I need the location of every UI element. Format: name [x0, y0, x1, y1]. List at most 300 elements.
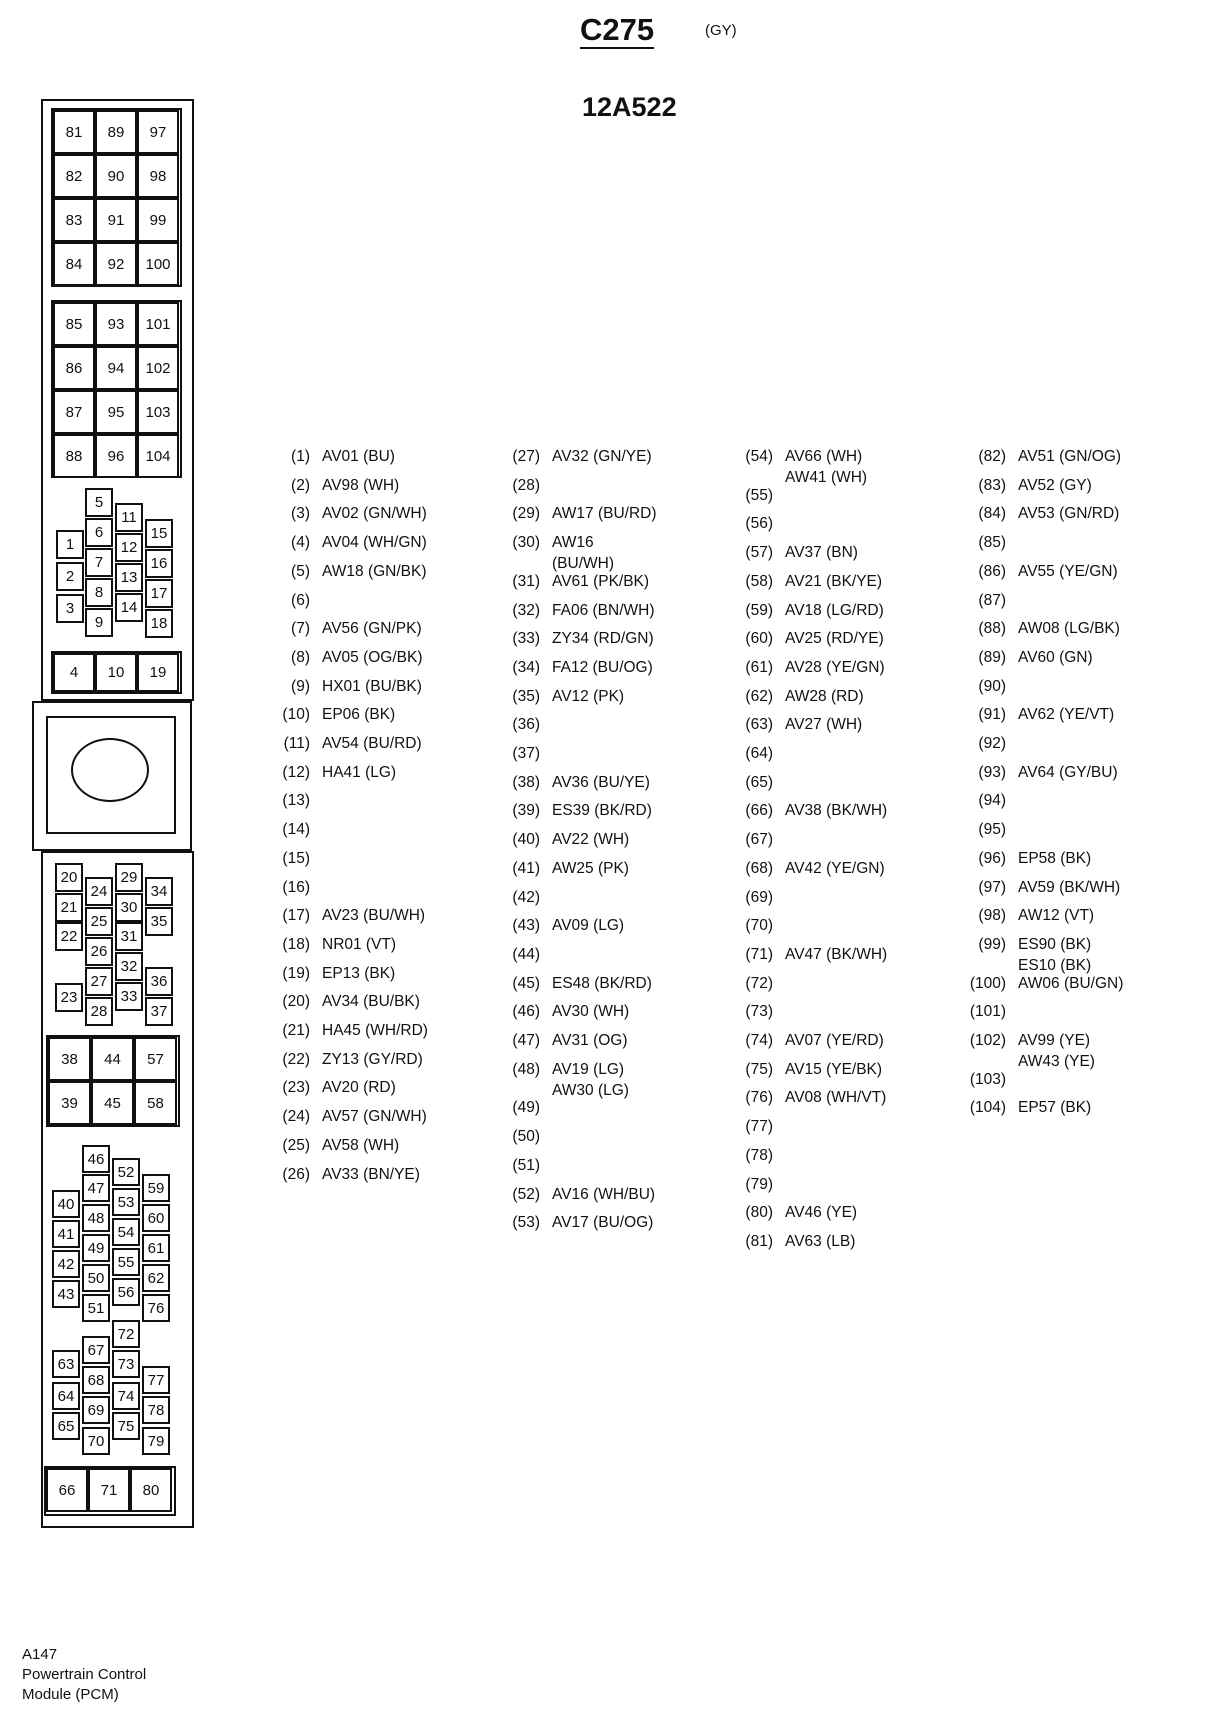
cavity-3: 3 — [56, 594, 84, 623]
cavity-9: 9 — [85, 608, 113, 637]
cavity-102: 102 — [137, 346, 179, 390]
wire-code: AV55 (YE/GN) — [1018, 562, 1118, 580]
pin-number: (43) — [512, 917, 540, 935]
pin-number: (35) — [512, 687, 540, 705]
wire-code: AV61 (PK/BK) — [552, 572, 650, 590]
cavity-63: 63 — [52, 1350, 80, 1378]
cavity-45: 45 — [91, 1081, 134, 1125]
cavity-96: 96 — [95, 434, 137, 478]
cavity-27: 27 — [85, 967, 113, 996]
pin-row — [733, 688, 864, 706]
pin-number: (74) — [745, 1032, 773, 1049]
cavity-54: 54 — [112, 1218, 140, 1246]
cavity-72: 72 — [112, 1320, 140, 1348]
pin-row — [966, 936, 1091, 975]
cavity-5: 5 — [85, 488, 113, 517]
pin-row — [966, 592, 1006, 610]
cavity-64: 64 — [52, 1382, 80, 1410]
pin-number: (49) — [512, 1099, 540, 1117]
pin-number: (70) — [745, 917, 773, 935]
cavity-91: 91 — [95, 198, 137, 242]
pin-number: (39) — [512, 802, 540, 820]
pin-row — [500, 1032, 628, 1050]
pin-row — [733, 1003, 773, 1021]
pin-number: (30) — [512, 534, 540, 552]
pin-number: (100) — [969, 974, 1006, 992]
pin-row — [500, 917, 624, 935]
pin-row — [270, 1137, 399, 1155]
pin-number: (9) — [291, 677, 310, 695]
wire-code: AV42 (YE/GN) — [785, 859, 885, 877]
pin-row — [500, 477, 540, 495]
component-name-line2: Module (PCM) — [22, 1686, 119, 1703]
wire-code: AV56 (GN/PK) — [322, 620, 422, 638]
wire-code: AV62 (YE/VT) — [1018, 706, 1115, 724]
cavity-66: 66 — [46, 1468, 88, 1512]
pin-row — [733, 802, 887, 820]
pin-row — [500, 505, 657, 523]
pin-number: (32) — [512, 601, 540, 619]
pin-number: (31) — [512, 572, 540, 590]
pin-row — [270, 678, 422, 696]
pin-row — [270, 993, 420, 1011]
pin-number: (75) — [745, 1060, 773, 1078]
cavity-67: 67 — [82, 1336, 110, 1364]
component-name-line1: Powertrain Control — [22, 1666, 147, 1683]
wire-code: FA12 (BU/OG) — [552, 658, 653, 676]
wire-code: AV52 (GY) — [1018, 476, 1092, 494]
pin-number: (26) — [282, 1165, 310, 1183]
pin-row — [733, 1118, 773, 1136]
cavity-49: 49 — [82, 1234, 110, 1262]
cavity-17: 17 — [145, 579, 173, 608]
wire-code-secondary: ES10 (BK) — [1018, 956, 1092, 974]
cavity-8: 8 — [85, 578, 113, 607]
pin-row — [733, 1061, 882, 1079]
pin-row — [270, 1166, 420, 1184]
pin-row — [270, 1108, 427, 1126]
pin-row — [500, 1214, 653, 1232]
pin-number: (51) — [512, 1156, 540, 1174]
pin-number: (12) — [282, 763, 310, 781]
pin-number: (42) — [512, 888, 540, 906]
cavity-90: 90 — [95, 154, 137, 198]
cavity-37: 37 — [145, 997, 173, 1026]
cavity-38: 38 — [48, 1037, 91, 1081]
cavity-60: 60 — [142, 1204, 170, 1232]
pin-number: (54) — [745, 448, 773, 465]
pin-number: (10) — [282, 706, 310, 724]
pin-number: (97) — [978, 878, 1006, 896]
cavity-87: 87 — [53, 390, 95, 434]
pin-row — [270, 792, 310, 810]
pin-number: (53) — [512, 1214, 540, 1232]
cavity-79: 79 — [142, 1427, 170, 1455]
pin-row — [270, 620, 422, 638]
pin-number: (72) — [745, 974, 773, 992]
wire-code: AV64 (GY/BU) — [1018, 763, 1118, 781]
connector-color: (GY) — [705, 22, 737, 39]
cavity-29: 29 — [115, 863, 143, 892]
cavity-62: 62 — [142, 1264, 170, 1292]
cavity-44: 44 — [91, 1037, 134, 1081]
pin-row — [500, 831, 629, 849]
pin-number: (67) — [745, 831, 773, 849]
wire-code: AV98 (WH) — [322, 476, 400, 494]
pin-row — [500, 1003, 629, 1021]
pin-number: (99) — [978, 935, 1006, 953]
cavity-43: 43 — [52, 1280, 80, 1308]
cavity-41: 41 — [52, 1220, 80, 1248]
wire-code: AV32 (GN/YE) — [552, 448, 652, 465]
wire-code: AV34 (BU/BK) — [322, 993, 420, 1011]
wire-code: AW08 (LG/BK) — [1018, 620, 1120, 638]
pin-row — [270, 477, 399, 495]
pin-row — [270, 1079, 396, 1097]
pin-row — [966, 448, 1121, 466]
wire-code: AV09 (LG) — [552, 917, 625, 935]
wire-code: ZY13 (GY/RD) — [322, 1050, 423, 1068]
cavity-52: 52 — [112, 1158, 140, 1186]
pin-number: (15) — [282, 849, 310, 867]
pin-row — [733, 1032, 884, 1050]
pin-number: (93) — [978, 763, 1006, 781]
pin-number: (76) — [745, 1089, 773, 1107]
pin-row — [966, 1003, 1006, 1021]
pin-number: (90) — [978, 677, 1006, 695]
pin-row — [500, 448, 652, 466]
cavity-55: 55 — [112, 1248, 140, 1276]
cavity-16: 16 — [145, 549, 173, 578]
pin-row — [733, 1204, 857, 1222]
pin-number: (87) — [978, 591, 1006, 609]
cavity-57: 57 — [134, 1037, 177, 1081]
wire-code: AW28 (RD) — [785, 687, 864, 705]
wire-code: AV63 (LB) — [785, 1232, 856, 1250]
wire-code: AV30 (WH) — [552, 1003, 630, 1021]
wire-code: AV08 (WH/VT) — [785, 1089, 887, 1107]
cavity-70: 70 — [82, 1427, 110, 1455]
pin-number: (23) — [282, 1079, 310, 1097]
cavity-97: 97 — [137, 110, 179, 154]
cavity-61: 61 — [142, 1234, 170, 1262]
cavity-35: 35 — [145, 907, 173, 936]
wire-code: EP06 (BK) — [322, 706, 396, 724]
wire-code: AV22 (WH) — [552, 831, 630, 849]
pin-row — [500, 802, 652, 820]
pin-row — [500, 1128, 540, 1146]
wire-code: AV47 (BK/WH) — [785, 945, 888, 963]
pin-number: (60) — [745, 630, 773, 648]
cavity-99: 99 — [137, 198, 179, 242]
cavity-24: 24 — [85, 877, 113, 906]
pin-number: (24) — [282, 1108, 310, 1126]
pin-row — [966, 477, 1092, 495]
cavity-103: 103 — [137, 390, 179, 434]
pin-row — [500, 1157, 540, 1175]
pin-row — [966, 907, 1094, 925]
pin-number: (59) — [745, 601, 773, 619]
pin-number: (41) — [512, 859, 540, 877]
pin-row — [966, 764, 1118, 782]
pin-row — [733, 602, 884, 620]
pin-row — [733, 515, 773, 533]
cavity-13: 13 — [115, 563, 143, 592]
pin-number: (29) — [512, 505, 540, 523]
cavity-47: 47 — [82, 1174, 110, 1202]
cavity-7: 7 — [85, 548, 113, 577]
pin-number: (34) — [512, 658, 540, 676]
pin-number: (91) — [978, 706, 1006, 724]
pin-number: (71) — [745, 945, 773, 963]
pin-row — [270, 936, 396, 954]
wire-code: AV60 (GN) — [1018, 648, 1093, 666]
cavity-20: 20 — [55, 863, 83, 892]
pin-row — [733, 1147, 773, 1165]
pin-row — [270, 505, 427, 523]
cavity-85: 85 — [53, 302, 95, 346]
pin-row — [733, 544, 858, 562]
pin-row — [733, 917, 773, 935]
cavity-28: 28 — [85, 997, 113, 1026]
wire-code: AV25 (RD/YE) — [785, 630, 884, 648]
pin-number: (48) — [512, 1060, 540, 1078]
cavity-25: 25 — [85, 907, 113, 936]
cavity-1: 1 — [56, 530, 84, 559]
pin-number: (55) — [745, 486, 773, 504]
wire-code-secondary: AW43 (YE) — [1018, 1053, 1095, 1070]
wire-code: AW17 (BU/RD) — [552, 505, 657, 523]
wire-code: ES90 (BK) — [1018, 935, 1092, 953]
connector-title: C275 — [580, 12, 655, 47]
pin-number: (81) — [745, 1232, 773, 1250]
cavity-65: 65 — [52, 1412, 80, 1440]
wire-code: AV18 (LG/RD) — [785, 601, 884, 619]
cavity-104: 104 — [137, 434, 179, 478]
cavity-83: 83 — [53, 198, 95, 242]
pin-row — [270, 821, 310, 839]
wire-code: NR01 (VT) — [322, 935, 397, 953]
pin-number: (79) — [745, 1175, 773, 1193]
pin-number: (65) — [745, 773, 773, 791]
pin-number: (78) — [745, 1146, 773, 1164]
cavity-39: 39 — [48, 1081, 91, 1125]
pin-number: (3) — [291, 505, 310, 523]
wire-code: AV19 (LG) — [552, 1060, 625, 1078]
pin-number: (38) — [512, 773, 540, 791]
cavity-58: 58 — [134, 1081, 177, 1125]
cavity-40: 40 — [52, 1190, 80, 1218]
pin-number: (18) — [282, 935, 310, 953]
cavity-81: 81 — [53, 110, 95, 154]
pin-number: (56) — [745, 515, 773, 533]
pin-row — [500, 602, 654, 620]
pin-number: (61) — [745, 658, 773, 676]
wire-code: AV21 (BK/YE) — [785, 572, 883, 590]
cavity-53: 53 — [112, 1188, 140, 1216]
pin-row — [966, 678, 1006, 696]
wire-code: AV17 (BU/OG) — [552, 1214, 654, 1232]
wire-code: ES48 (BK/RD) — [552, 974, 652, 992]
pin-number: (21) — [282, 1022, 310, 1039]
wire-code: AW12 (VT) — [1018, 907, 1095, 925]
pin-number: (83) — [978, 476, 1006, 494]
pin-number: (82) — [978, 448, 1006, 465]
wire-code: HX01 (BU/BK) — [322, 677, 422, 695]
pin-number: (64) — [745, 745, 773, 762]
cavity-14: 14 — [115, 593, 143, 622]
pin-number: (63) — [745, 716, 773, 734]
pin-number: (40) — [512, 831, 540, 849]
cavity-50: 50 — [82, 1264, 110, 1292]
cavity-12: 12 — [115, 533, 143, 562]
wire-code-secondary: AW41 (WH) — [785, 469, 868, 486]
cavity-86: 86 — [53, 346, 95, 390]
wire-code: EP13 (BK) — [322, 964, 396, 982]
wire-code: AV51 (GN/OG) — [1018, 448, 1122, 465]
cavity-71: 71 — [88, 1468, 130, 1512]
pin-number: (103) — [969, 1070, 1006, 1088]
cavity-74: 74 — [112, 1382, 140, 1410]
wire-code: AW18 (GN/BK) — [322, 562, 427, 580]
wire-code: EP57 (BK) — [1018, 1099, 1092, 1117]
wire-code: AV28 (YE/GN) — [785, 658, 885, 676]
pin-row — [733, 831, 773, 849]
pin-row — [270, 706, 395, 724]
pin-number: (16) — [282, 878, 310, 896]
pin-row — [966, 563, 1118, 581]
pin-number: (84) — [978, 505, 1006, 523]
wire-code: AV54 (BU/RD) — [322, 735, 422, 752]
pin-row — [733, 774, 773, 792]
pin-row — [270, 563, 427, 581]
pin-row — [270, 907, 425, 925]
cavity-26: 26 — [85, 937, 113, 966]
pin-row — [500, 659, 653, 677]
pin-row — [270, 649, 423, 667]
pin-row — [966, 1032, 1095, 1071]
pin-number: (11) — [283, 735, 310, 752]
pin-number: (68) — [745, 859, 773, 877]
pin-number: (2) — [291, 476, 310, 494]
wire-code: AW25 (PK) — [552, 859, 629, 877]
cavity-98: 98 — [137, 154, 179, 198]
pin-number: (80) — [745, 1204, 773, 1222]
pin-number: (25) — [282, 1136, 310, 1154]
wire-code: AV59 (BK/WH) — [1018, 878, 1121, 896]
cavity-82: 82 — [53, 154, 95, 198]
pin-number: (57) — [745, 544, 773, 562]
pin-row — [966, 1099, 1091, 1117]
cavity-94: 94 — [95, 346, 137, 390]
pin-row — [733, 975, 773, 993]
cavity-77: 77 — [142, 1366, 170, 1394]
pin-number: (4) — [291, 534, 310, 552]
cavity-33: 33 — [115, 982, 143, 1011]
pin-row — [500, 573, 649, 591]
pin-row — [966, 850, 1091, 868]
wire-code: AV46 (YE) — [785, 1204, 858, 1222]
pin-number: (44) — [512, 945, 540, 963]
wire-code: AV04 (WH/GN) — [322, 534, 427, 552]
pin-number: (102) — [969, 1032, 1006, 1049]
pin-row — [500, 774, 650, 792]
pin-number: (101) — [969, 1003, 1006, 1021]
cavity-6: 6 — [85, 518, 113, 547]
cavity-34: 34 — [145, 877, 173, 906]
wire-code: AV02 (GN/WH) — [322, 505, 427, 523]
wire-code: AV33 (BN/YE) — [322, 1165, 420, 1183]
pin-number: (86) — [978, 562, 1006, 580]
cavity-100: 100 — [137, 242, 179, 286]
pin-row — [733, 889, 773, 907]
wire-code: AV66 (WH) — [785, 448, 863, 465]
wire-code: AW06 (BU/GN) — [1018, 974, 1124, 992]
pin-number: (88) — [978, 620, 1006, 638]
pin-number: (95) — [978, 821, 1006, 839]
part-number: 12A522 — [582, 92, 677, 122]
cavity-10: 10 — [95, 653, 137, 692]
pin-number: (1) — [291, 448, 310, 465]
wire-code: AV16 (WH/BU) — [552, 1185, 656, 1203]
wire-code: AV05 (OG/BK) — [322, 648, 423, 666]
pin-row — [270, 1022, 428, 1040]
pin-number: (46) — [512, 1003, 540, 1021]
pin-row — [500, 716, 540, 734]
pin-row — [733, 946, 887, 964]
pin-row — [500, 946, 540, 964]
pin-number: (96) — [978, 849, 1006, 867]
pin-row — [966, 505, 1119, 523]
pin-row — [733, 1176, 773, 1194]
pin-number: (20) — [282, 993, 310, 1011]
wire-code: AV27 (WH) — [785, 716, 863, 734]
wire-code: AV01 (BU) — [322, 448, 395, 465]
pin-row — [733, 448, 867, 487]
pin-number: (92) — [978, 735, 1006, 752]
pin-number: (17) — [282, 907, 310, 925]
pin-number: (7) — [291, 620, 310, 638]
pin-row — [500, 745, 540, 763]
wire-code-secondary: AW30 (LG) — [552, 1081, 629, 1099]
pin-number: (6) — [291, 591, 310, 609]
pin-row — [966, 534, 1006, 552]
pin-number: (8) — [291, 648, 310, 666]
pin-number: (36) — [512, 716, 540, 734]
cavity-21: 21 — [55, 893, 83, 922]
pin-number: (45) — [512, 974, 540, 992]
cavity-2: 2 — [56, 562, 84, 591]
pin-row — [966, 649, 1093, 667]
pin-row — [733, 1233, 855, 1251]
pin-row — [270, 879, 310, 897]
wire-code: AV20 (RD) — [322, 1079, 396, 1097]
cavity-32: 32 — [115, 952, 143, 981]
pin-number: (50) — [512, 1128, 540, 1146]
wire-code: ZY34 (RD/GN) — [552, 630, 654, 648]
cavity-73: 73 — [112, 1350, 140, 1378]
pin-row — [500, 1186, 655, 1204]
pin-row — [270, 592, 310, 610]
pin-row — [733, 487, 773, 505]
cavity-48: 48 — [82, 1204, 110, 1232]
cavity-89: 89 — [95, 110, 137, 154]
wire-code: AV31 (OG) — [552, 1032, 628, 1049]
cavity-76: 76 — [142, 1294, 170, 1322]
pin-row — [733, 860, 885, 878]
pin-number: (19) — [282, 964, 310, 982]
pin-number: (33) — [512, 630, 540, 648]
